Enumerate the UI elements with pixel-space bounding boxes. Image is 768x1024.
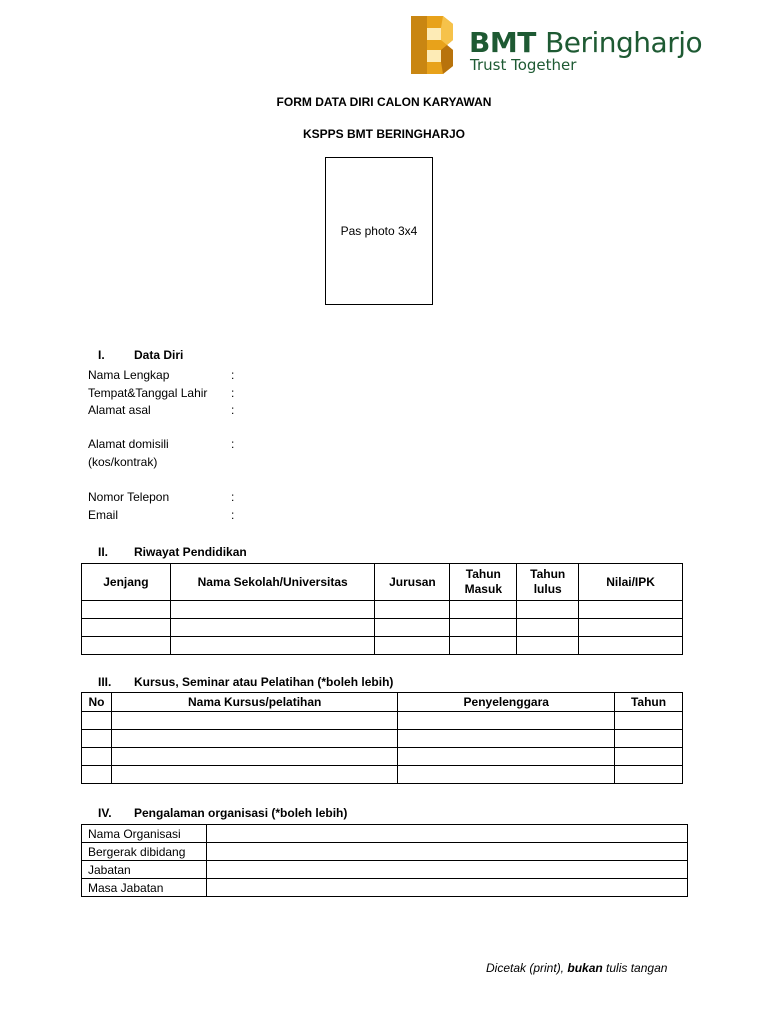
table-cell[interactable] [615, 730, 683, 748]
brand-name: BMT Beringharjo [469, 26, 703, 59]
table-row [82, 879, 688, 897]
table-cell[interactable] [615, 748, 683, 766]
table-header-row [82, 564, 683, 601]
company-logo [407, 14, 703, 78]
footer-note-bold: bukan [567, 961, 603, 975]
section3-number: III. [98, 675, 112, 689]
footer-note-part2: tulis tangan [602, 961, 668, 975]
table-cell[interactable] [111, 712, 397, 730]
table-row [82, 730, 683, 748]
table-row [82, 843, 688, 861]
education-table [81, 563, 683, 655]
column-header-jenjang: Jenjang [82, 564, 171, 601]
table-cell[interactable] [615, 712, 683, 730]
table-cell[interactable] [111, 730, 397, 748]
field-label-kos-kontrak: (kos/kontrak) [88, 455, 158, 469]
table-row [82, 825, 688, 843]
table-header-row [82, 693, 683, 712]
table-cell[interactable] [170, 619, 375, 637]
table-cell[interactable] [517, 619, 579, 637]
table-cell[interactable] [398, 712, 615, 730]
table-row [82, 748, 683, 766]
table-cell[interactable] [82, 601, 171, 619]
table-cell[interactable] [517, 601, 579, 619]
logo-mark-icon [407, 14, 457, 76]
table-cell[interactable] [375, 637, 450, 655]
row-label-masa-jabatan: Masa Jabatan [82, 879, 207, 897]
row-label-nama-organisasi: Nama Organisasi [82, 825, 207, 843]
table-cell[interactable] [375, 619, 450, 637]
table-cell[interactable] [82, 766, 112, 784]
photo-placeholder-label: Pas photo 3x4 [340, 224, 418, 238]
row-label-bergerak-dibidang: Bergerak dibidang [82, 843, 207, 861]
table-cell[interactable] [450, 637, 517, 655]
column-header-nama-kursus: Nama Kursus/pelatihan [111, 693, 397, 712]
field-colon: : [231, 403, 235, 417]
table-cell[interactable] [450, 619, 517, 637]
table-cell[interactable] [579, 637, 683, 655]
footer-note [486, 961, 667, 975]
table-cell[interactable] [111, 766, 397, 784]
table-row [82, 601, 683, 619]
column-header-no: No [82, 693, 112, 712]
table-cell[interactable] [206, 879, 687, 897]
table-cell[interactable] [450, 601, 517, 619]
section1-title: Data Diri [134, 348, 184, 362]
field-colon: : [231, 490, 235, 504]
column-header-tahun: Tahun [615, 693, 683, 712]
section2-number: II. [98, 545, 109, 559]
table-cell[interactable] [398, 748, 615, 766]
table-row [82, 619, 683, 637]
table-cell[interactable] [170, 601, 375, 619]
table-row [82, 766, 683, 784]
course-table [81, 692, 683, 784]
column-header-nama-sekolah: Nama Sekolah/Universitas [170, 564, 375, 601]
table-cell[interactable] [579, 601, 683, 619]
section1-number: I. [98, 348, 105, 362]
organization-table [81, 824, 688, 897]
table-row [82, 712, 683, 730]
table-cell[interactable] [579, 619, 683, 637]
column-header-penyelenggara: Penyelenggara [398, 693, 615, 712]
form-title: FORM DATA DIRI CALON KARYAWAN [276, 95, 492, 109]
table-cell[interactable] [111, 748, 397, 766]
table-cell[interactable] [398, 766, 615, 784]
column-header-jurusan: Jurusan [375, 564, 450, 601]
table-cell[interactable] [615, 766, 683, 784]
table-cell[interactable] [82, 748, 112, 766]
field-label-email: Email [88, 508, 119, 522]
photo-placeholder [325, 157, 433, 305]
section3-title: Kursus, Seminar atau Pelatihan (*boleh lebih) [134, 675, 394, 689]
table-cell[interactable] [375, 601, 450, 619]
field-label-nomor-telepon: Nomor Telepon [88, 490, 170, 504]
field-label-alamat-domisili: Alamat domisili [88, 437, 169, 451]
field-label-nama-lengkap: Nama Lengkap [88, 368, 170, 382]
field-colon: : [231, 508, 235, 522]
table-cell[interactable] [206, 825, 687, 843]
column-header-tahun-lulus [517, 564, 579, 601]
table-cell[interactable] [206, 861, 687, 879]
table-row [82, 637, 683, 655]
table-cell[interactable] [170, 637, 375, 655]
form-subtitle: KSPPS BMT BERINGHARJO [302, 127, 466, 141]
field-label-tempat-tanggal-lahir: Tempat&Tanggal Lahir [88, 386, 208, 400]
table-row [82, 861, 688, 879]
field-colon: : [231, 437, 235, 451]
table-cell[interactable] [398, 730, 615, 748]
column-header-tahun-masuk-text: Tahun Masuk [464, 567, 502, 596]
column-header-tahun-lulus-text: Tahun lulus [530, 567, 566, 596]
table-cell[interactable] [82, 619, 171, 637]
table-cell[interactable] [517, 637, 579, 655]
footer-note-part1: Dicetak (print), [486, 961, 568, 975]
section2-title: Riwayat Pendidikan [134, 545, 247, 559]
table-cell[interactable] [82, 730, 112, 748]
table-cell[interactable] [82, 637, 171, 655]
brand-tagline: Trust Together [470, 56, 577, 74]
section4-title: Pengalaman organisasi (*boleh lebih) [134, 806, 348, 820]
table-cell[interactable] [206, 843, 687, 861]
section4-number: IV. [98, 806, 112, 820]
field-colon: : [231, 386, 235, 400]
table-cell[interactable] [82, 712, 112, 730]
field-colon: : [231, 368, 235, 382]
column-header-tahun-masuk [450, 564, 517, 601]
row-label-jabatan: Jabatan [82, 861, 207, 879]
field-label-alamat-asal: Alamat asal [88, 403, 151, 417]
column-header-nilai-ipk: Nilai/IPK [579, 564, 683, 601]
